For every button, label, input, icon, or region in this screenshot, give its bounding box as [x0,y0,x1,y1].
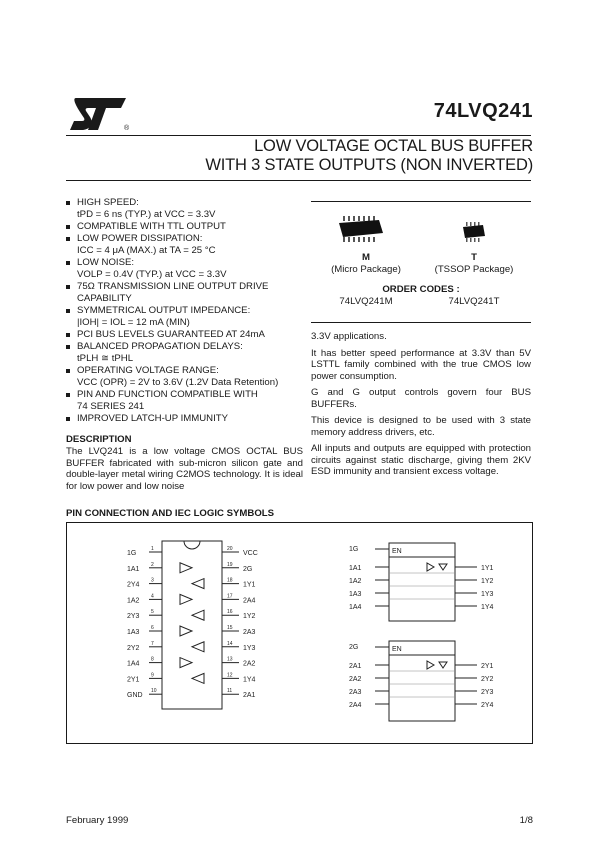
right-pin-label: VCC [243,550,258,557]
feature-label: LOW NOISE: [77,257,135,268]
left-pin-number: 9 [151,672,154,679]
feature-item [66,197,304,221]
logic_top-input-label: 1A4 [349,604,362,611]
order-codes-heading: ORDER CODES : [382,284,460,295]
logic_top-enable-label: EN [392,548,402,555]
buffer-symbol [180,658,192,668]
feature-detail: VOLP = 0.4V (TYP.) at VCC = 3.3V [77,269,227,280]
feature-label: OPERATING VOLTAGE RANGE: [77,365,219,376]
feature-label: HIGH SPEED: [77,197,139,208]
feature-detail: tPD = 6 ns (TYP.) at VCC = 3.3V [77,209,216,220]
left-pin-label: 1A2 [127,597,140,605]
buffer-symbol [192,610,204,620]
logic_bottom-control-label: 2G [349,644,359,651]
right-paragraph-4: This device is designed to be used with 3 state memory address drivers, etc. [311,415,531,438]
left-pin-label: 2Y1 [127,676,140,684]
feature-item [66,257,304,281]
feature-detail: ICC = 4 μA (MAX.) at TA = 25 °C [77,245,216,256]
logic_top-input-label: 1A2 [349,578,362,585]
logic_bottom-input-label: 2A1 [349,663,362,670]
feature-item [66,281,304,305]
feature-label: BALANCED PROPAGATION DELAYS: [77,341,243,352]
micro-package-name: (Micro Package) [331,264,401,275]
figure-heading: PIN CONNECTION AND IEC LOGIC SYMBOLS [66,508,275,519]
feature-detail: VCC (OPR) = 2V to 3.6V (1.2V Data Retention) [77,377,279,388]
logic_top-output-label: 1Y4 [481,604,494,611]
logic_top-output-label: 1Y1 [481,565,494,572]
feature-label: SYMMETRICAL OUTPUT IMPEDANCE: [77,305,251,316]
tssop-package-icon [461,221,487,243]
right-pin-number: 16 [227,609,233,616]
left-pin-number: 10 [151,688,157,695]
logic_bottom-input-label: 2A4 [349,702,362,709]
logic-diagram [67,523,532,743]
dip-body [162,541,222,709]
left-pin-number: 5 [151,609,154,616]
micro-package-icon [337,215,385,243]
feature-label: LOW POWER DISSIPATION: [77,233,203,244]
feature-label: PIN AND FUNCTION COMPATIBLE WITH [77,389,258,400]
feature-label: 75Ω TRANSMISSION LINE OUTPUT DRIVE [77,281,269,292]
logic_top-control-label: 1G [349,546,359,553]
feature-item [66,389,304,413]
feature-label: COMPATIBLE WITH TTL OUTPUT [77,221,226,232]
st-logo [68,96,130,132]
figure-box [66,522,533,744]
right-pin-label: 2A4 [243,597,256,605]
micro-package-code: M [362,252,370,263]
logic_top-tristate-symbol [439,564,447,570]
right-pin-label: 1Y1 [243,581,256,589]
feature-item [66,233,304,257]
title-rule [66,180,531,181]
features-list [66,197,304,425]
left-pin-label: 1G [127,550,137,557]
right-pin-number: 17 [227,593,233,600]
feature-label: IMPROVED LATCH-UP IMMUNITY [77,413,229,424]
left-pin-label: 1A3 [127,629,140,636]
description-heading: DESCRIPTION [66,434,132,445]
title-line-1: LOW VOLTAGE OCTAL BUS BUFFER [254,137,533,155]
right-column-text [311,331,531,483]
right-paragraph-3: G and G output controls govern four BUS BUFFERs. [311,387,531,410]
right-paragraph-2: It has better speed performance at 3.3V than 5V LSTTL family combined with the true CMOS low power consumption. [311,347,531,382]
right-pin-label: 1Y2 [243,613,256,621]
logic_top-input-label: 1A3 [349,591,362,598]
logic_bottom-output-label: 2Y1 [481,663,494,670]
tssop-package-code: T [471,252,477,263]
right-paragraph-5: All inputs and outputs are equipped with protection circuits against static discharge, giving them 2KV ESD immunity and transient excess voltage. [311,443,531,477]
buffer-symbol [192,673,204,683]
logic_bottom-output-label: 2Y4 [481,702,494,709]
logic_bottom-output-label: 2Y2 [481,676,494,683]
right-pin-label: 2A3 [243,629,256,636]
logic_bottom-buffer-symbol [427,661,434,669]
feature-detail: CAPABILITY [77,293,132,304]
buffer-symbol [192,642,204,652]
logic_top-output-label: 1Y3 [481,591,494,598]
registered-mark: ® [124,125,130,132]
feature-item [66,329,304,341]
left-pin-label: 1A4 [127,660,140,668]
left-pin-number: 2 [151,561,154,568]
left-pin-label: GND [127,692,143,700]
left-pin-label: 2Y3 [127,613,140,621]
feature-item [66,221,304,233]
left-pin-number: 8 [151,656,154,663]
logic_bottom-input-label: 2A3 [349,689,362,696]
buffer-symbol [180,626,192,636]
feature-detail: tPLH ≅ tPHL [77,353,134,364]
order-code-m: 74LVQ241M [339,296,393,307]
right-pin-label: 1Y3 [243,644,256,652]
feature-item [66,365,304,389]
logic_bottom-tristate-symbol [439,662,447,668]
feature-item [66,305,304,329]
order-code-t: 74LVQ241T [448,296,500,307]
right-pin-number: 15 [227,625,233,631]
right-pin-number: 20 [227,546,233,552]
feature-item [66,413,304,425]
tssop-package-name: (TSSOP Package) [434,264,514,275]
left-pin-number: 7 [151,640,154,647]
logic_bottom-input-label: 2A2 [349,676,362,683]
buffer-symbol [180,594,192,604]
right-pin-label: 2G [243,565,253,573]
right-pin-number: 12 [227,672,233,679]
right-pin-label: 1Y4 [243,676,256,684]
feature-item [66,341,304,365]
left-pin-number: 1 [151,546,154,552]
right-pin-number: 14 [227,640,233,647]
left-pin-number: 3 [151,577,154,584]
left-pin-number: 6 [151,625,154,631]
part-number: 74LVQ241 [433,100,533,122]
left-pin-number: 4 [151,593,154,600]
right-pin-label: 2A2 [243,660,256,668]
feature-detail: 74 SERIES 241 [77,401,145,412]
footer-date: February 1999 [66,815,129,826]
buffer-symbol [180,563,192,573]
title-line-2: WITH 3 STATE OUTPUTS (NON INVERTED) [205,156,533,174]
logic_bottom-enable-label: EN [392,646,402,653]
left-pin-label: 1A1 [127,565,140,573]
right-paragraph-1: 3.3V applications. [311,331,387,342]
feature-detail: |IOH| = IOL = 12 mA (MIN) [77,317,190,328]
footer-page: 1/8 [519,815,533,826]
left-pin-label: 2Y2 [127,644,140,652]
logic_top-buffer-symbol [427,563,434,571]
right-pin-label: 2A1 [243,692,256,700]
buffer-symbol [192,579,204,589]
logic_top-input-label: 1A1 [349,565,362,572]
feature-label: PCI BUS LEVELS GUARANTEED AT 24mA [77,329,265,340]
right-pin-number: 11 [227,688,233,695]
logic_top-output-label: 1Y2 [481,578,494,585]
header-rule [66,135,531,136]
logic_bottom-output-label: 2Y3 [481,689,494,696]
right-pin-number: 19 [227,561,233,568]
dip-notch [184,541,200,549]
package-box [311,201,531,323]
logic_bottom-block [389,641,455,721]
description-text: The LVQ241 is a low voltage CMOS OCTAL BUS BUFFER fabricated with sub-micron silicon gate and double-layer metal wiring C2MOS technology. It is ideal for low power and low noise [66,446,303,492]
right-pin-number: 13 [227,656,233,663]
right-pin-number: 18 [227,577,233,584]
left-pin-label: 2Y4 [127,581,140,589]
